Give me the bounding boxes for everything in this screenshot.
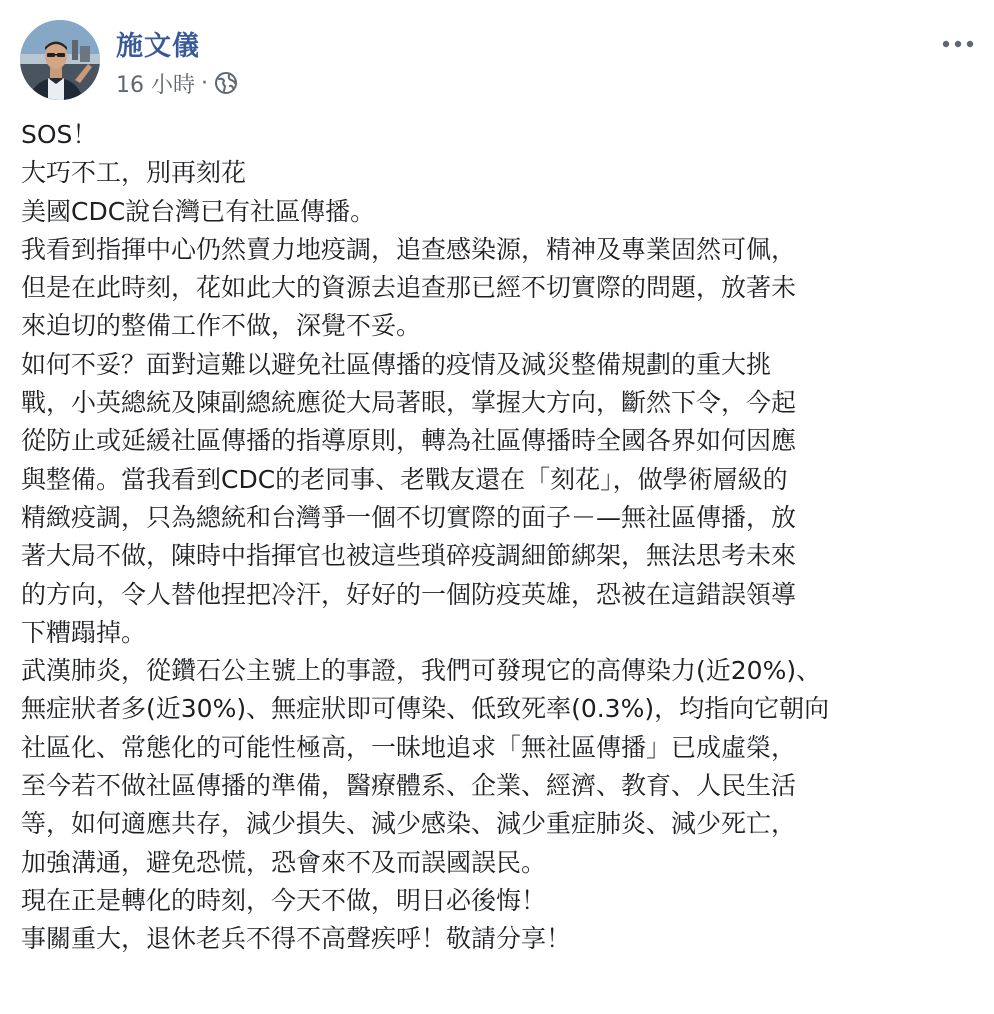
post-meta [116, 68, 238, 98]
post-line: 如何不妥？面對這難以避免社區傳播的疫情及減災整備規劃的重大挑 [21, 349, 772, 379]
post-line: 戰，小英總統及陳副總統應從大局著眼，掌握大方向，斷然下令，今起 [21, 388, 797, 418]
post-line: 精緻疫調，只為總統和台灣爭一個不切實際的面子－—無社區傳播，放 [21, 502, 797, 532]
globe-icon[interactable] [214, 71, 238, 95]
post-line: 我看到指揮中心仍然賣力地疫調，追查感染源，精神及專業固然可佩， [21, 234, 797, 264]
post-line: SOS！ [21, 120, 98, 149]
post-body [21, 116, 981, 959]
post-line: 至今若不做社區傳播的準備，醫療體系、企業、經濟、教育、人民生活 [21, 771, 797, 801]
author-name[interactable]: 施文儀 [116, 31, 200, 62]
post-line: 等，如何適應共存，減少損失、減少感染、減少重症肺炎、減少死亡， [21, 809, 797, 839]
post-line: 大巧不工，別再刻花 [21, 158, 247, 188]
post-line: 來迫切的整備工作不做，深覺不妥。 [21, 311, 422, 341]
post-line: 從防止或延緩社區傳播的指導原則，轉為社區傳播時全國各界如何因應 [21, 426, 797, 456]
post-line: 但是在此時刻，花如此大的資源去追查那已經不切實際的問題，放著未 [21, 273, 797, 303]
post-header [20, 20, 982, 102]
meta-separator: · [201, 70, 208, 96]
avatar-photo-icon [20, 20, 100, 100]
post-line: 與整備。當我看到CDC的老同事、老戰友還在「刻花」，做學術層級的 [21, 464, 788, 494]
more-options-button[interactable] [938, 32, 978, 56]
post-line: 下糟蹋掉。 [21, 617, 147, 647]
post-line: 美國CDC說台灣已有社區傳播。 [21, 196, 376, 226]
post-timestamp[interactable]: 16 小時 [116, 72, 195, 98]
avatar[interactable] [20, 20, 100, 100]
more-horizontal-icon [938, 32, 978, 56]
post-line: 武漢肺炎，從鑽石公主號上的事證，我們可發現它的高傳染力(近20%)、 [21, 656, 822, 686]
post-line: 現在正是轉化的時刻，今天不做，明日必後悔！ [21, 885, 547, 915]
post-line: 加強溝通，避免恐慌，恐會來不及而誤國誤民。 [21, 847, 547, 877]
post-line: 著大局不做，陳時中指揮官也被這些瑣碎疫調細節綁架，無法思考未來 [21, 541, 797, 571]
post-line: 的方向，令人替他捏把冷汗，好好的一個防疫英雄，恐被在這錯誤領導 [21, 579, 797, 609]
post-line: 社區化、常態化的可能性極高，一昧地追求「無社區傳播」已成虛榮， [21, 732, 797, 762]
post-line: 事關重大，退休老兵不得不高聲疾呼！敬請分享！ [21, 924, 572, 954]
post-line: 無症狀者多(近30%)、無症狀即可傳染、低致死率(0.3%)，均指向它朝向 [21, 694, 830, 724]
